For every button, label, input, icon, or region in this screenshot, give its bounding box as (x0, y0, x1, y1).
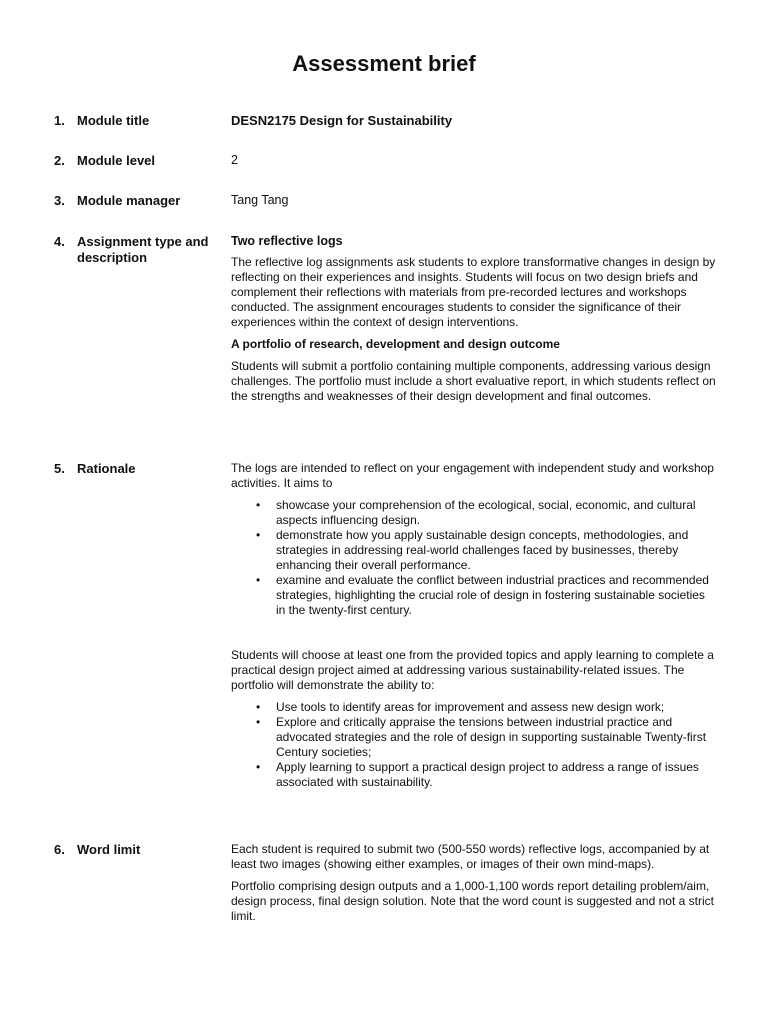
item-label: Module level (77, 153, 156, 168)
item-number: 6. (54, 842, 65, 857)
item-number: 3. (54, 193, 65, 208)
rationale-content (231, 461, 717, 790)
rationale-intro: The logs are intended to reflect on your engagement with independent study and workshop activities. It aims to (231, 461, 714, 490)
bullet-icon: • (256, 528, 261, 542)
item-number: 2. (54, 153, 65, 168)
list-item: • Explore and critically appraise the tensions between industrial practice and advocated strategies and the role of design in supporting sustainable Twenty-first Century societies; (256, 715, 707, 759)
item-label: Assignment type and description (77, 234, 209, 265)
list-item: • Use tools to identify areas for improvement and assess new design work; (256, 700, 665, 714)
item-label: Module title (77, 113, 150, 128)
reflective-logs-paragraph: The reflective log assignments ask students to explore transformative changes in design by reflecting on their experiences and insights. Students will focus on two design briefs and complement their reflections with materials from pre-recorded lectures and workshops conducted. The assignment encourages students to consider the significance of their experiences within the context of design interventions. (231, 255, 716, 329)
item-number: 1. (54, 113, 65, 128)
item-number: 4. (54, 234, 65, 249)
portfolio-paragraph: Students will submit a portfolio containing multiple components, addressing various design challenges. The portfolio must include a short evaluative report, in which students reflect on the strengths and weaknesses of their design development and final outcomes. (231, 359, 716, 403)
reflective-logs-word-limit: Each student is required to submit two (500-550 words) reflective logs, accompanied by at least two images (showing either examples, or images of their own mind-maps). (231, 842, 710, 871)
list-item: • Apply learning to support a practical design project to address a range of issues associated with sustainability. (256, 760, 699, 789)
portfolio-bullet-list (231, 700, 717, 790)
portfolio-intro: Students will choose at least one from the provided topics and apply learning to complete a practical design project aimed at addressing various sustainability-related issues. The portfolio will demonstrate the ability to: (231, 648, 714, 692)
word-limit-content (231, 842, 717, 931)
module-level-value: 2 (231, 153, 238, 167)
bullet-icon: • (256, 715, 261, 729)
list-item: • examine and evaluate the conflict between industrial practices and recommended strategies, highlighting the crucial role of design in fostering sustainable societies in the twenty-first century. (256, 573, 709, 617)
bullet-icon: • (256, 700, 261, 714)
page-title: Assessment brief (292, 51, 476, 76)
item-label: Module manager (77, 193, 181, 208)
item-number: 5. (54, 461, 65, 476)
list-item: • showcase your comprehension of the ecological, social, economic, and cultural aspects influencing design. (256, 498, 696, 527)
rationale-bullet-list (231, 498, 717, 618)
portfolio-word-limit: Portfolio comprising design outputs and a 1,000-1,100 words report detailing problem/aim, design process, final design solution. Note that the word count is suggested and not a strict limit. (231, 879, 714, 923)
module-manager-value: Tang Tang (231, 193, 289, 207)
bullet-icon: • (256, 498, 261, 512)
bullet-icon: • (256, 573, 261, 587)
assignment-description (231, 234, 717, 411)
module-title-value: DESN2175 Design for Sustainability (231, 113, 453, 128)
item-label: Rationale (77, 461, 136, 476)
list-item: • demonstrate how you apply sustainable design concepts, methodologies, and strategies in addressing real-world challenges faced by businesses, thereby enhancing their overall performance. (256, 528, 689, 572)
item-label: Word limit (77, 842, 141, 857)
reflective-logs-heading: Two reflective logs (231, 234, 343, 248)
portfolio-heading: A portfolio of research, development and design outcome (231, 337, 560, 351)
bullet-icon: • (256, 760, 261, 774)
